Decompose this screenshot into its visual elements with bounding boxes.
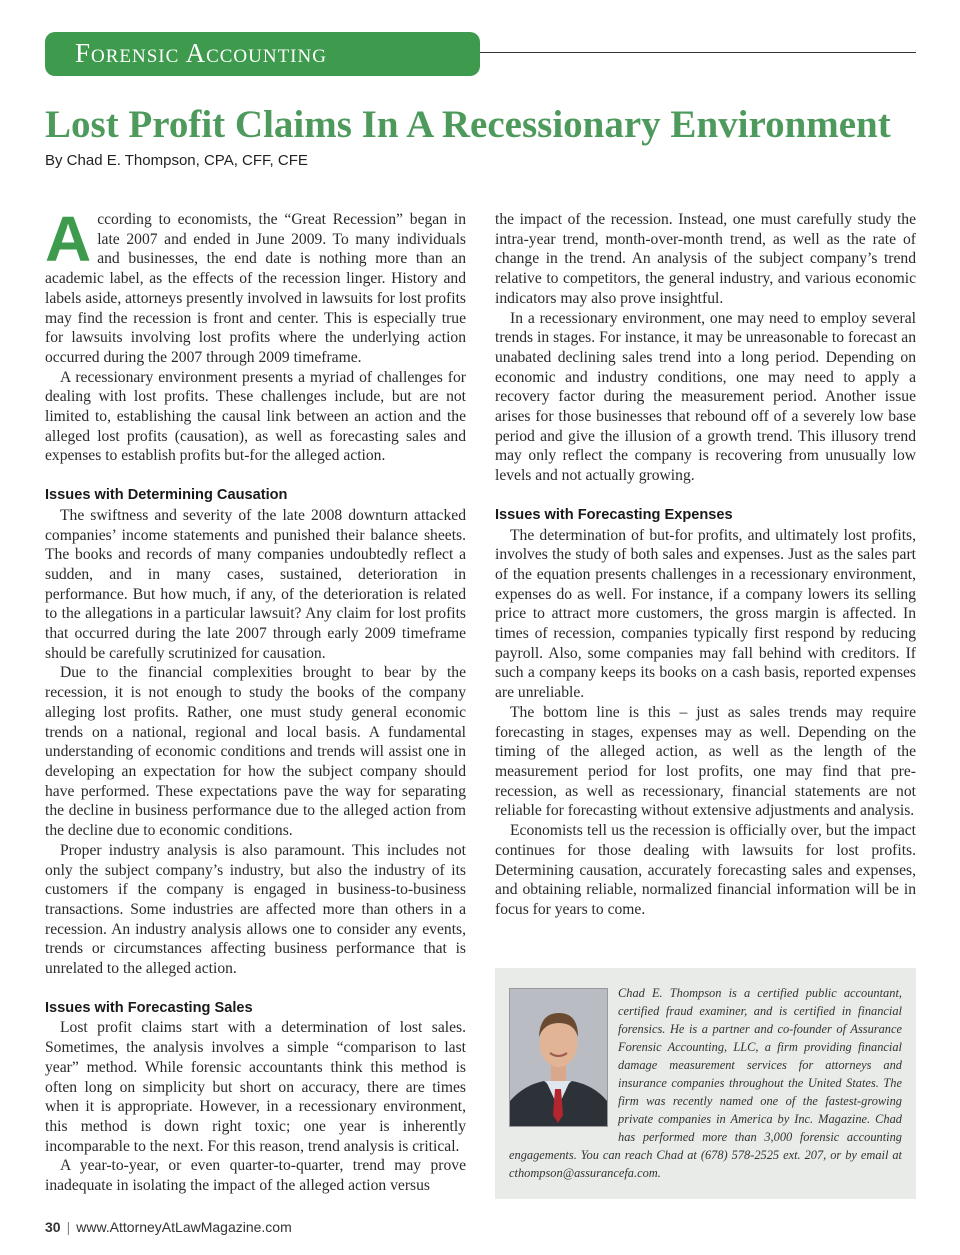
footer-separator: | xyxy=(66,1219,71,1235)
body-paragraph: The bottom line is this – just as sales trends may require forecasting in stages, expenses may as well. Depending on the timing of the alleged action, as well as the length of the measurement period for lost profits, one may find that pre-recession, as well as recessionary, financial statements are not reliable for forecasting without extensive adjustments and analysis. xyxy=(495,703,916,820)
author-portrait-icon xyxy=(510,989,607,1126)
subheading-causation: Issues with Determining Causation xyxy=(45,487,288,504)
article-title: Lost Profit Claims In A Recessionary Environment xyxy=(45,103,891,146)
author-bio-box xyxy=(495,968,916,1199)
intro-text: ccording to economists, the “Great Recession” began in late 2007 and ended in June 2009. To many individuals and businesses, the end date is nothing more than an academic label, as the effects of the recession linger. History and labels aside, attorneys presently involved in lawsuits for lost profits may find the recession is front and center. This is especially true for lawsuits involving lost profits where the underlying action occurred during the 2007 through 2009 timeframe. xyxy=(45,211,466,366)
body-paragraph: In a recessionary environment, one may need to employ several trends in stages. For instance, it may be unreasonable to forecast an unabated declining sales trend into a long period. Depending on economic and industry conditions, one may need to apply a recovery factor during the measurement period. Another issue arises for those businesses that rebound off of a severely low base period and give the illusion of a growth trend. This illusory trend may only reflect the company is recovering from unusually low levels and not actually growing. xyxy=(495,309,916,485)
body-paragraph: The swiftness and severity of the late 2008 downturn attacked companies’ income statements and punished their balance sheets. The books and records of many companies undoubtedly reflect a sudden, and in many cases, sustained, deterioration in performance. But how much, if any, of the deterioration is related to the allegations in a particular lawsuit? Any claim for lost profits that occurred during the late 2007 through early 2009 timeframe should be carefully scrutinized for causation. xyxy=(45,506,466,662)
intro-paragraph xyxy=(45,203,466,368)
body-paragraph: Lost profit claims start with a determination of lost sales. Sometimes, the analysis involves a simple “comparison to last year” method. While forensic accountants think this method is often long on simplicity but short on accuracy, there are times when it is appropriate. However, in a recessionary environment, this method is down right toxic; one year is inherently incomparable to the next. For this reason, trend analysis is critical. xyxy=(45,1019,466,1155)
body-paragraph: the impact of the recession. Instead, one must carefully study the intra-year trend, month-over-month trend, as well as the rate of change in the trend. An analysis of the subject company’s trend relative to competitors, the general industry, and various economic indicators may also prove insightful. xyxy=(495,211,916,307)
header-rule xyxy=(480,52,916,53)
page-number: 30 xyxy=(45,1219,61,1235)
subheading-expenses: Issues with Forecasting Expenses xyxy=(495,506,733,523)
body-paragraph: A recessionary environment presents a myriad of challenges for dealing with lost profits. These challenges include, but are not limited to, establishing the causal link between an action and the alleged lost profits (causation), as well as forecasting sales and expenses to establish profits but-for the alleged action. xyxy=(45,368,466,465)
author-photo xyxy=(509,988,608,1127)
body-paragraph: Due to the financial complexities brought to bear by the recession, it is not enough to study the books of the company alleging lost profits. Rather, one must study general economic trends on a national, regional and local basis. A fundamental understanding of economic conditions and trends will assist one in developing an expectation for how the subject company should have performed. These expectations pave the way for separating the decline in business performance due to the alleged action from the decline due to economic conditions. xyxy=(45,664,466,840)
body-paragraph: A year-to-year, or even quarter-to-quarter, trend may prove inadequate in isolating the impact of the alleged action versus xyxy=(45,1157,466,1195)
body-paragraph: The determination of but-for profits, and ultimately lost profits, involves the study of both sales and expenses. Just as the sales part of the equation presents challenges in a recessionary environment, expenses do as well. For instance, if a company lowers its selling price to attract more customers, the gross margin is affected. In times of recession, companies typically first respond by reducing payroll. Also, some companies may fall behind with creditors. If such a company keeps its books on a cash basis, reported expenses are unreliable. xyxy=(495,526,916,702)
left-column xyxy=(45,203,466,1196)
article-byline: By Chad E. Thompson, CPA, CFF, CFE xyxy=(45,152,308,169)
page-footer xyxy=(45,1219,292,1235)
body-paragraph: Proper industry analysis is also paramount. This includes not only the subject company’s industry, but also the industry of its customers if the company is engaged in business-to-business transactions. Some industries are affected more than others in a recession. An industry analysis allows one to consider any events, trends or circumstances affecting business performance that is unrelated to the alleged action. xyxy=(45,841,466,978)
footer-website: www.AttorneyAtLawMagazine.com xyxy=(76,1219,292,1235)
subheading-sales: Issues with Forecasting Sales xyxy=(45,999,253,1016)
section-label: Forensic Accounting xyxy=(45,32,480,76)
right-column xyxy=(495,210,916,920)
author-bio-text: Chad E. Thompson is a certified public accountant, certified fraud examiner, and is certified in financial forensics. He is a partner and co-founder of Assurance Forensic Accounting, LLC, a firm providing financial damage measurement services for attorneys and insurance companies throughout the United States. The firm was recently named one of the fastest-growing private companies in America by Inc. Magazine. Chad has performed more than 3,000 forensic accounting engagements. You can reach Chad at (678) 578-2525 ext. 207, or by email at cthompson@assurancefa.com. xyxy=(509,986,902,1180)
body-paragraph: Economists tell us the recession is officially over, but the impact continues for those dealing with lawsuits for lost profits. Determining causation, accurately forecasting sales and expenses, and obtaining reliable, normalized financial information will be in focus for years to come. xyxy=(495,822,916,918)
drop-cap: A xyxy=(45,203,92,275)
